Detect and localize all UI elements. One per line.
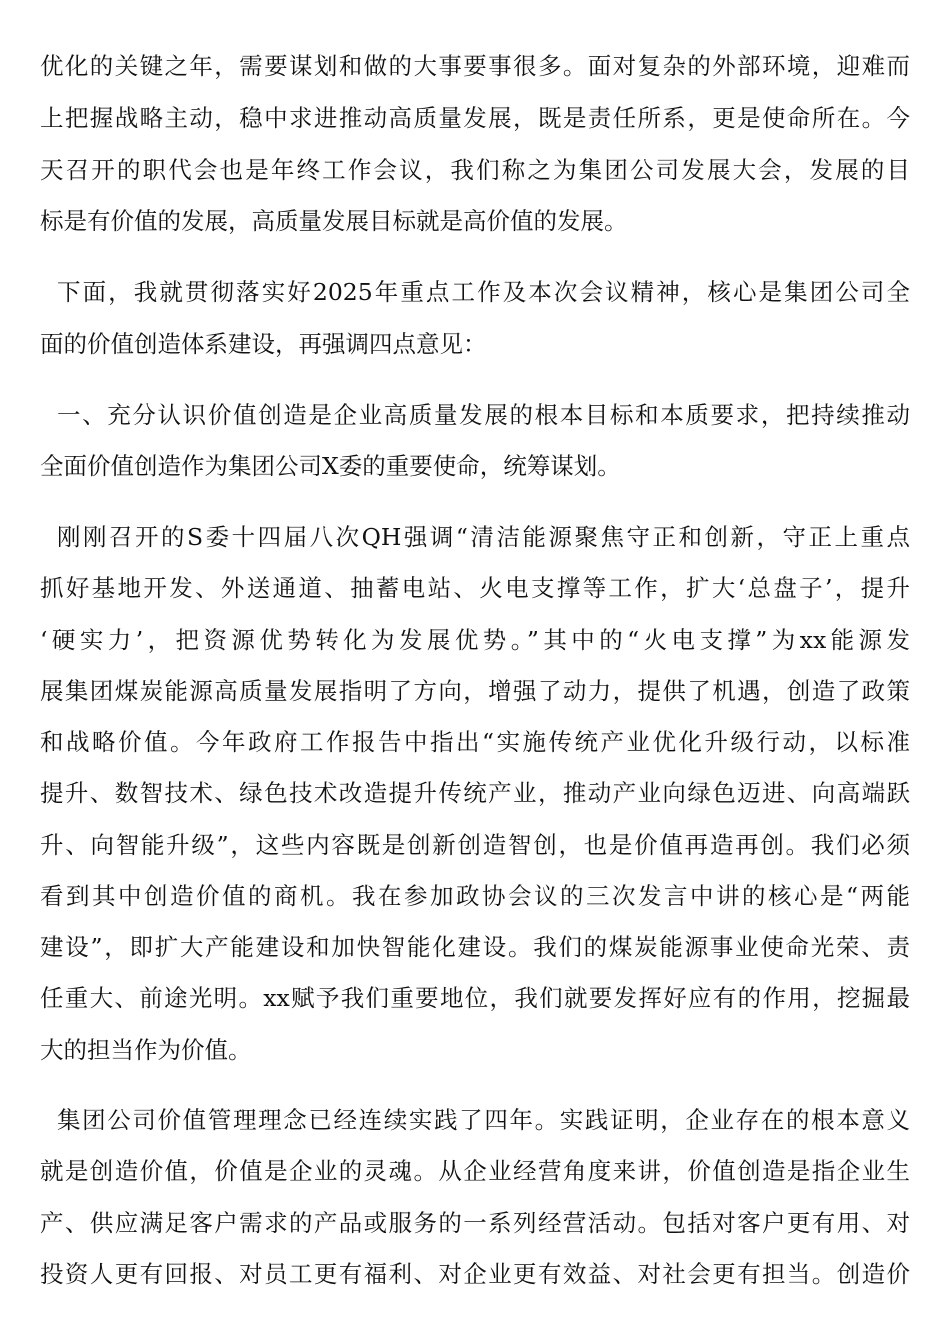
section-heading-line: 全面价值创造作为集团公司X委的重要使命，统筹谋划。 — [40, 452, 621, 480]
text-line: ‘硬实力’，把资源优势转化为发展优势。”其中的“火电支撑”为xx能源发 — [40, 626, 910, 654]
text-line: 和战略价值。今年政府工作报告中指出“实施传统产业优化升级行动，以标准 — [40, 728, 910, 756]
text-line: 面的价值创造体系建设，再强调四点意见： — [40, 330, 487, 358]
text-line: 抓好基地开发、外送通道、抽蓄电站、火电支撑等工作，扩大‘总盘子’，提升 — [40, 574, 910, 602]
text-line: 优化的关键之年，需要谋划和做的大事要事很多。面对复杂的外部环境，迎难而 — [40, 52, 910, 80]
section-heading-line: 一、充分认识价值创造是企业高质量发展的根本目标和本质要求，把持续推动 — [57, 401, 910, 429]
text-line: 刚刚召开的S委十四届八次QH强调“清洁能源聚焦守正和创新，守正上重点 — [57, 523, 910, 551]
text-line: 展集团煤炭能源高质量发展指明了方向，增强了动力，提供了机遇，创造了政策 — [40, 677, 910, 705]
text-line: 上把握战略主动，稳中求进推动高质量发展，既是责任所系，更是使命所在。今 — [40, 104, 910, 132]
text-line: 天召开的职代会也是年终工作会议，我们称之为集团公司发展大会，发展的目 — [40, 156, 910, 184]
text-line: 投资人更有回报、对员工更有福利、对企业更有效益、对社会更有担当。创造价 — [40, 1260, 910, 1288]
text-line: 集团公司价值管理理念已经连续实践了四年。实践证明，企业存在的根本意义 — [57, 1106, 910, 1134]
text-line: 看到其中创造价值的商机。我在参加政协会议的三次发言中讲的核心是“两能 — [40, 882, 910, 910]
text-line: 建设”，即扩大产能建设和加快智能化建设。我们的煤炭能源事业使命光荣、责 — [40, 933, 910, 961]
text-line: 标是有价值的发展，高质量发展目标就是高价值的发展。 — [40, 207, 628, 235]
text-line: 下面，我就贯彻落实好2025年重点工作及本次会议精神，核心是集团公司全 — [57, 278, 910, 306]
text-line: 任重大、前途光明。xx赋予我们重要地位，我们就要发挥好应有的作用，挖掘最 — [40, 984, 910, 1012]
text-line: 提升、数智技术、绿色技术改造提升传统产业，推动产业向绿色迈进、向高端跃 — [40, 779, 910, 807]
text-line: 大的担当作为价值。 — [40, 1036, 252, 1064]
text-line: 产、供应满足客户需求的产品或服务的一系列经营活动。包括对客户更有用、对 — [40, 1209, 910, 1237]
text-line: 就是创造价值，价值是企业的灵魂。从企业经营角度来讲，价值创造是指企业生 — [40, 1157, 910, 1185]
text-line: 升、向智能升级”，这些内容既是创新创造智创，也是价值再造再创。我们必须 — [40, 831, 910, 859]
